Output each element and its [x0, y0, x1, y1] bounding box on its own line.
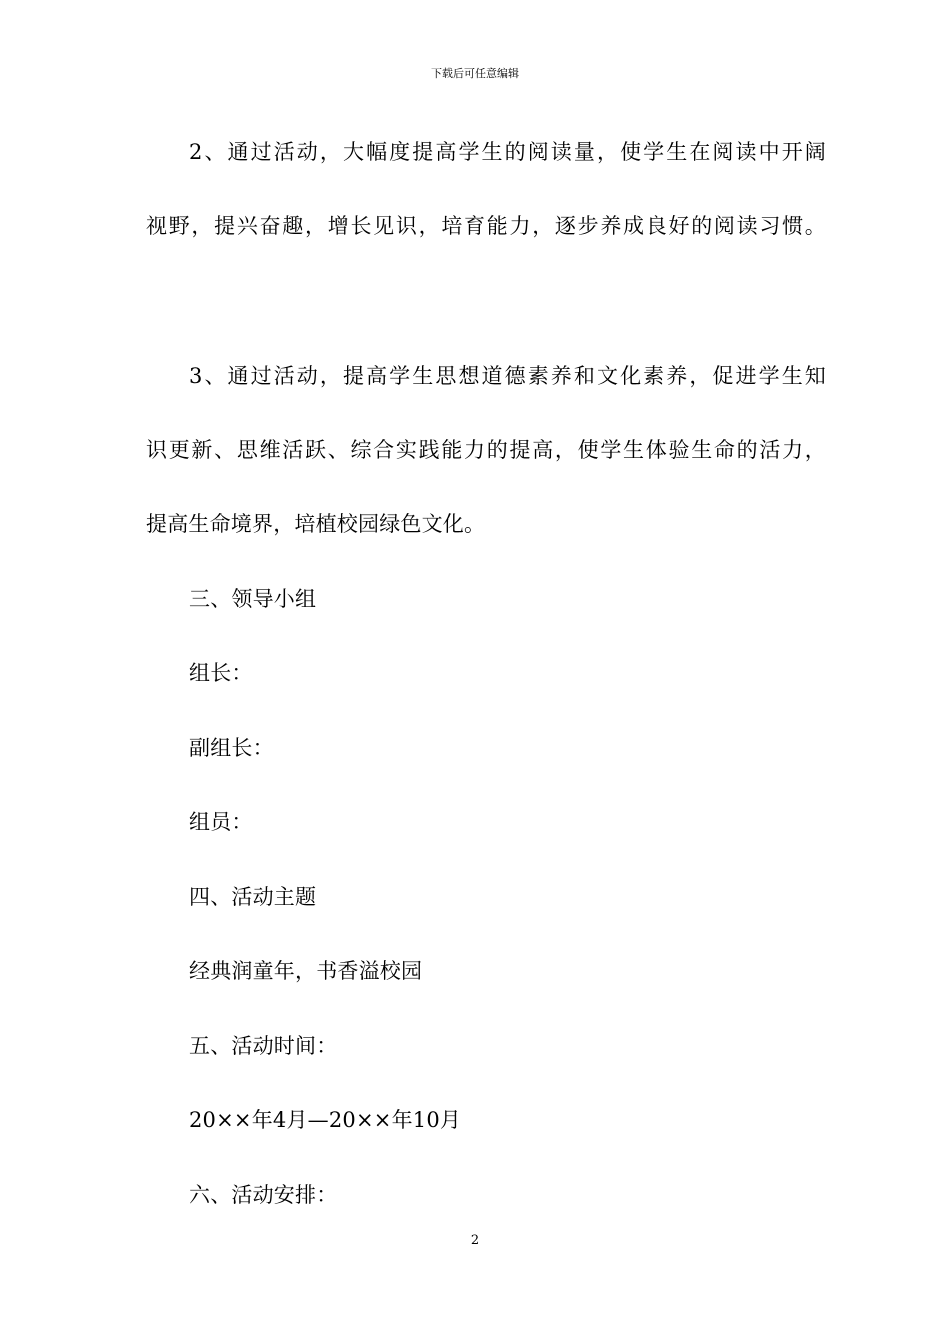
section-5-heading: 五、活动时间：	[189, 1034, 338, 1058]
activity-period: 20××年4月—20××年10月	[189, 1108, 462, 1132]
paragraph-2-line-1: 2、通过活动，大幅度提高学生的阅读量，使学生在阅读中开阔	[189, 140, 826, 164]
page-number: 2	[470, 1233, 480, 1248]
section-6-heading: 六、活动安排：	[189, 1183, 338, 1207]
paragraph-3-line-1: 3、通过活动，提高学生思想道德素养和文化素养，促进学生知	[189, 364, 826, 388]
deputy-leader-label: 副组长：	[189, 736, 274, 760]
section-4-heading: 四、活动主题	[189, 885, 317, 909]
paragraph-3-line-3: 提高生命境界，培植校园绿色文化。	[146, 512, 486, 536]
activity-theme: 经典润童年，书香溢校园	[189, 959, 423, 983]
paragraph-3-line-2: 识更新、思维活跃、综合实践能力的提高，使学生体验生命的活力，	[146, 438, 826, 462]
leader-label: 组长：	[189, 661, 253, 685]
header-note: 下载后可任意编辑	[431, 67, 519, 80]
paragraph-2-line-2: 视野，提兴奋趣，增长见识，培育能力，逐步养成良好的阅读习惯。	[146, 214, 826, 238]
section-3-heading: 三、领导小组	[189, 587, 317, 611]
members-label: 组员：	[189, 810, 253, 834]
